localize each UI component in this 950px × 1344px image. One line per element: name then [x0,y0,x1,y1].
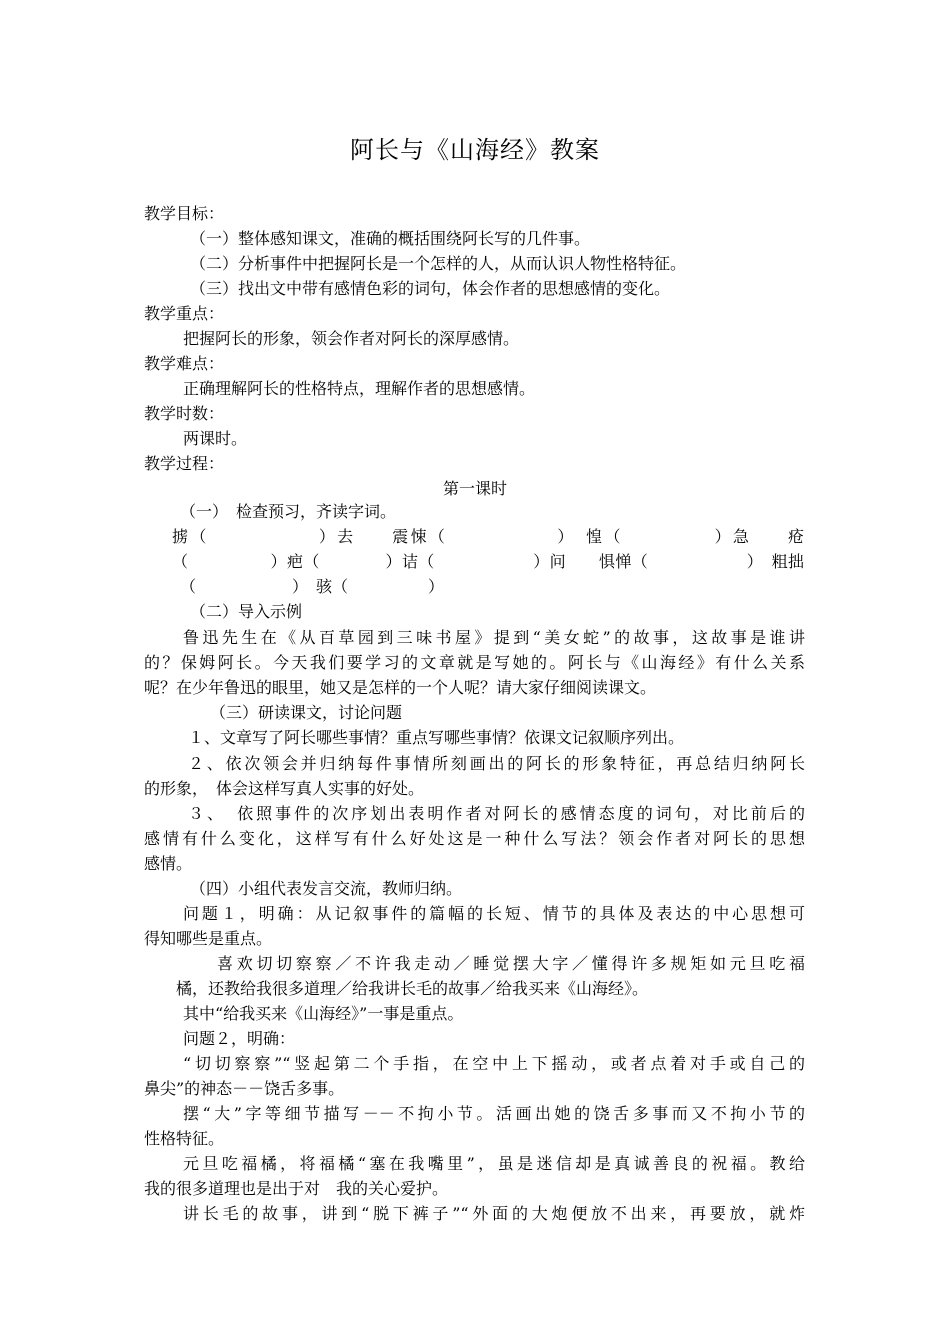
vocab-line-1: 掳（ ）去 震悚（ ） 惶（ ）急 疮 [172,527,804,546]
heading-objectives: 教学目标： [144,204,225,223]
step-1-heading: （一） 检查预习，齐读字词。 [180,502,397,521]
answer-1-line-2: 得知哪些是重点。 [144,929,273,948]
question-2-line-2: 的形象， 体会这样写真人实事的好处。 [144,779,425,798]
answer-1-line-1: 问题１，明确：从记叙事件的篇幅的长短、情节的具体及表达的中心思想可 [183,904,805,923]
question-3-line-1: ３、 依照事件的次序划出表明作者对阿长的感情态度的词句，对比前后的 [188,804,805,823]
difficulties-text: 正确理解阿长的性格特点，理解作者的思想感情。 [183,379,536,398]
vocab-line-2: （ ）疤（ ）诘（ ）问 惧惮（ ） 粗拙 [172,552,804,571]
objective-1: （一）整体感知课文，准确的概括围绕阿长写的几件事。 [190,229,591,248]
answer-2-line-4: 性格特征。 [144,1129,225,1148]
answer-2-line-5: 元旦吃福橘，将福橘“塞在我嘴里”，虽是迷信却是真诚善良的祝福。教给 [183,1154,805,1173]
question-1: １、文章写了阿长哪些事情？重点写哪些事情？依课文记叙顺序列出。 [188,728,685,747]
events-line-2: 橘，还教给我很多道理／给我讲长毛的故事／给我买来《山海经》。 [176,979,649,998]
key-event-line: 其中“给我买来《山海经》”一事是重点。 [183,1004,464,1023]
objective-3: （三）找出文中带有感情色彩的词句，体会作者的思想感情的变化。 [190,279,671,298]
vocab-line-3: （ ） 骇（ ） [180,577,445,596]
step-4-heading: （四）小组代表发言交流，教师归纳。 [190,879,463,898]
intro-line-3: 呢？在少年鲁迅的眼里，她又是怎样的一个人呢？请大家仔细阅读课文。 [144,678,657,697]
step-3-heading: （三）研读课文，讨论问题 [210,703,403,722]
key-points-text: 把握阿长的形象，领会作者对阿长的深厚感情。 [183,329,520,348]
lesson-one-heading: 第一课时 [442,479,507,498]
intro-line-1: 鲁迅先生在《从百草园到三味书屋》提到“美女蛇”的故事，这故事是谁讲 [183,628,805,647]
document-title: 阿长与《山海经》教案 [350,136,600,164]
answer-2-heading: 问题２，明确： [183,1029,296,1048]
question-3-line-2: 感情有什么变化，这样写有什么好处这是一种什么写法？领会作者对阿长的思想 [144,829,805,848]
heading-process: 教学过程： [144,454,225,473]
heading-difficulties: 教学难点： [144,354,225,373]
question-2-line-1: ２、依次领会并归纳每件事情所刻画出的阿长的形象特征，再总结归纳阿长 [188,754,805,773]
answer-2-line-3: 摆“大”字等细节描写－－不拘小节。活画出她的饶舌多事而又不拘小节的 [183,1104,805,1123]
question-3-line-3: 感情。 [144,854,193,873]
heading-key-points: 教学重点： [144,304,225,323]
answer-2-line-7: 讲长毛的故事，讲到“脱下裤子”“外面的大炮便放不出来，再要放，就炸 [183,1204,805,1223]
events-line-1: 喜欢切切察察／不许我走动／睡觉摆大字／懂得许多规矩如元旦吃福 [217,954,805,973]
heading-class-hours: 教学时数： [144,404,225,423]
answer-2-line-6: 我的很多道理也是出于对 我的关心爱护。 [144,1179,449,1198]
step-2-heading: （二）导入示例 [190,602,303,621]
answer-2-line-1: “切切察察”“竖起第二个手指，在空中上下摇动，或者点着对手或自己的 [183,1054,805,1073]
answer-2-line-2: 鼻尖”的神态－－饶舌多事。 [144,1079,345,1098]
class-hours-text: 两课时。 [183,429,248,448]
intro-line-2: 的？保姆阿长。今天我们要学习的文章就是写她的。阿长与《山海经》有什么关系 [144,653,805,672]
objective-2: （二）分析事件中把握阿长是一个怎样的人，从而认识人物性格特征。 [190,254,687,273]
